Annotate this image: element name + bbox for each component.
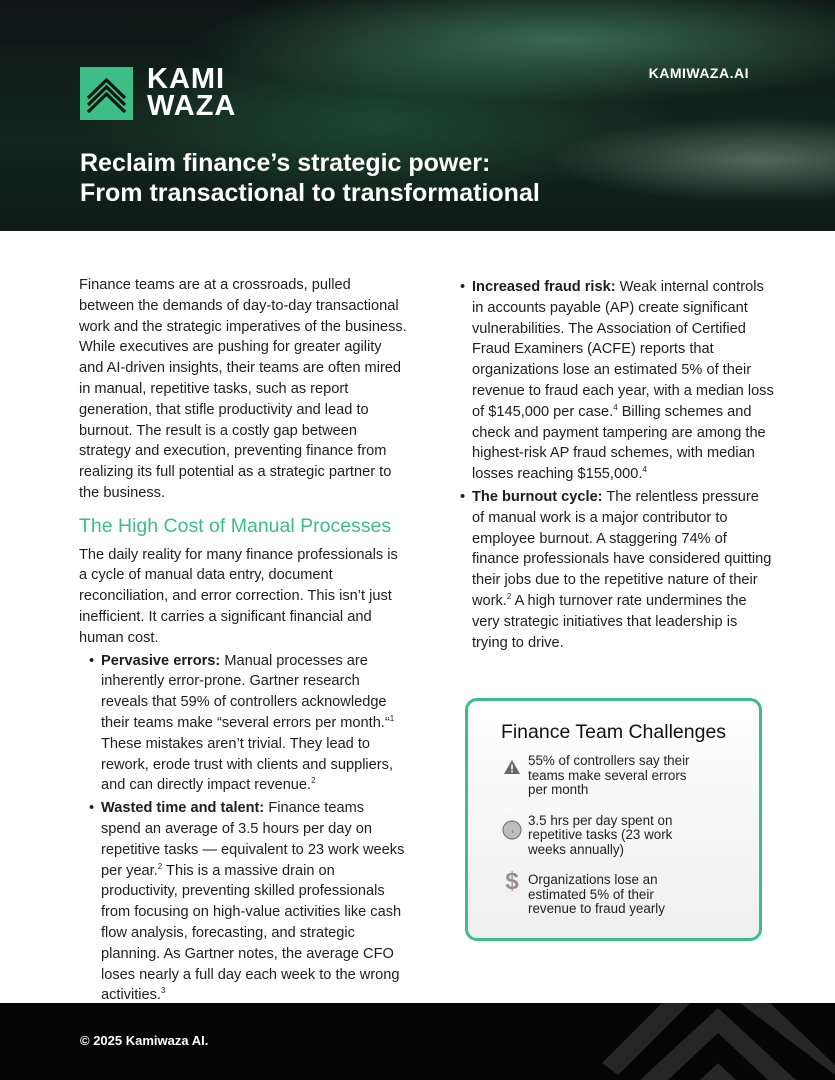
bullet-label: The burnout cycle: [472, 488, 603, 505]
logo-line1: KAMI [147, 63, 226, 95]
bullet-text: Weak internal controls in accounts payable (AP) create significant vulnerabilities. The Association of Certified Fraud Examiners (ACFE) reports that organizations lose an estimated 5% of their revenue to fraud each year, with a median loss of $145,000 per case. [472, 279, 774, 420]
page-title [80, 148, 540, 208]
footnote-ref: 2 [506, 591, 512, 601]
chevron-watermark-icon [600, 1003, 835, 1080]
bullet-text: The relentless pressure of manual work is a major contributor to employee burnout. A staggering 74% of finance professionals have considered quitting their jobs due to the repetitive nature of their work. [472, 488, 772, 609]
left-column [79, 275, 407, 1006]
callout-item [500, 814, 759, 858]
callout-item-text: Organizations lose an estimated 5% of their revenue to fraud yearly [528, 872, 665, 916]
title-line2: From transactional to transformational [80, 179, 540, 207]
site-link[interactable]: KAMIWAZA.AI [648, 65, 749, 81]
bullet-text: This is a massive drain on productivity, preventing skilled professionals from focusing on high-value activities like cash flow analysis, forecasting, and strategic planning. As Gartner notes, the average CFO loses nearly a full day each week to the wrong activities. [101, 862, 402, 1004]
copyright: © 2025 Kamiwaza AI. [80, 1033, 209, 1048]
logo-line2: WAZA [147, 90, 237, 122]
title-line1: Reclaim finance’s strategic power: [80, 149, 491, 177]
callout-item [500, 754, 759, 798]
callout-title: Finance Team Challenges [500, 721, 727, 743]
callout-item-text: 3.5 hrs per day spent on repetitive tasks (23 work weeks annually) [528, 812, 673, 857]
bullet-text: Finance teams spend an average of 3.5 hours per day on repetitive tasks — equivalent to 23 work weeks per year. [101, 800, 405, 879]
bullet-item [101, 651, 407, 797]
bullet-label: Increased fraud risk: [472, 279, 616, 295]
chevron-logo-icon [80, 67, 133, 120]
footnote-ref: 2 [311, 776, 316, 786]
footer [0, 1003, 835, 1080]
bullet-label: Wasted time and talent: [101, 800, 265, 817]
bullet-item [101, 798, 407, 1006]
footnote-ref: 4 [613, 402, 618, 412]
bullet-text: These mistakes aren’t trivial. They lead to rework, erode trust with clients and suppliers, and can directly impact revenue. [101, 735, 394, 794]
intro-paragraph: Finance teams are at a crossroads, pulled between the demands of day-to-day transactional work and the strategic imperatives of the business. While executives are pushing for greater agility and AI-driven insights, their teams are often mired in manual, repetitive tasks, such as report generation, that stifle productivity and lead to burnout. The result is a costly gap between strategy and execution, preventing finance from realizing its full potential as a strategic partner to the business. [79, 277, 407, 501]
footnote-ref: 2 [157, 861, 163, 871]
bullet-item [472, 487, 775, 653]
footnote-ref: 4 [642, 465, 647, 475]
footnote-ref: 3 [161, 986, 166, 996]
finance-challenges-callout [465, 698, 762, 941]
bullet-label: Pervasive errors: [101, 652, 221, 669]
footnote-ref: 1 [389, 713, 395, 723]
warning-icon [500, 760, 524, 774]
bullet-text: Manual processes are inherently error-prone. Gartner research reveals that 59% of controllers acknowledge their teams make “several errors per month.“ [101, 652, 390, 731]
kamiwaza-logo [80, 63, 237, 122]
right-column [460, 275, 775, 653]
dollar-icon: $ [505, 868, 519, 895]
hero-banner [0, 0, 835, 231]
section-intro: The daily reality for many finance professionals is a cycle of manual data entry, document reconciliation, and error correction. This isn’t just inefficient. It carries a significant financial and human cost. [79, 546, 398, 646]
bullet-text: Billing schemes and check and payment tampering are among the highest-risk AP fraud schemes, with median losses reaching $155,000. [472, 403, 766, 483]
callout-item [500, 868, 759, 917]
bullet-text: A high turnover rate undermines the very strategic initiatives that leadership is trying to drive. [472, 592, 747, 651]
bullet-item [472, 277, 775, 485]
callout-item-text: 55% of controllers say their teams make several errors per month [528, 753, 690, 797]
clock-icon [500, 820, 524, 840]
section-heading: The High Cost of Manual Processes [79, 514, 392, 537]
